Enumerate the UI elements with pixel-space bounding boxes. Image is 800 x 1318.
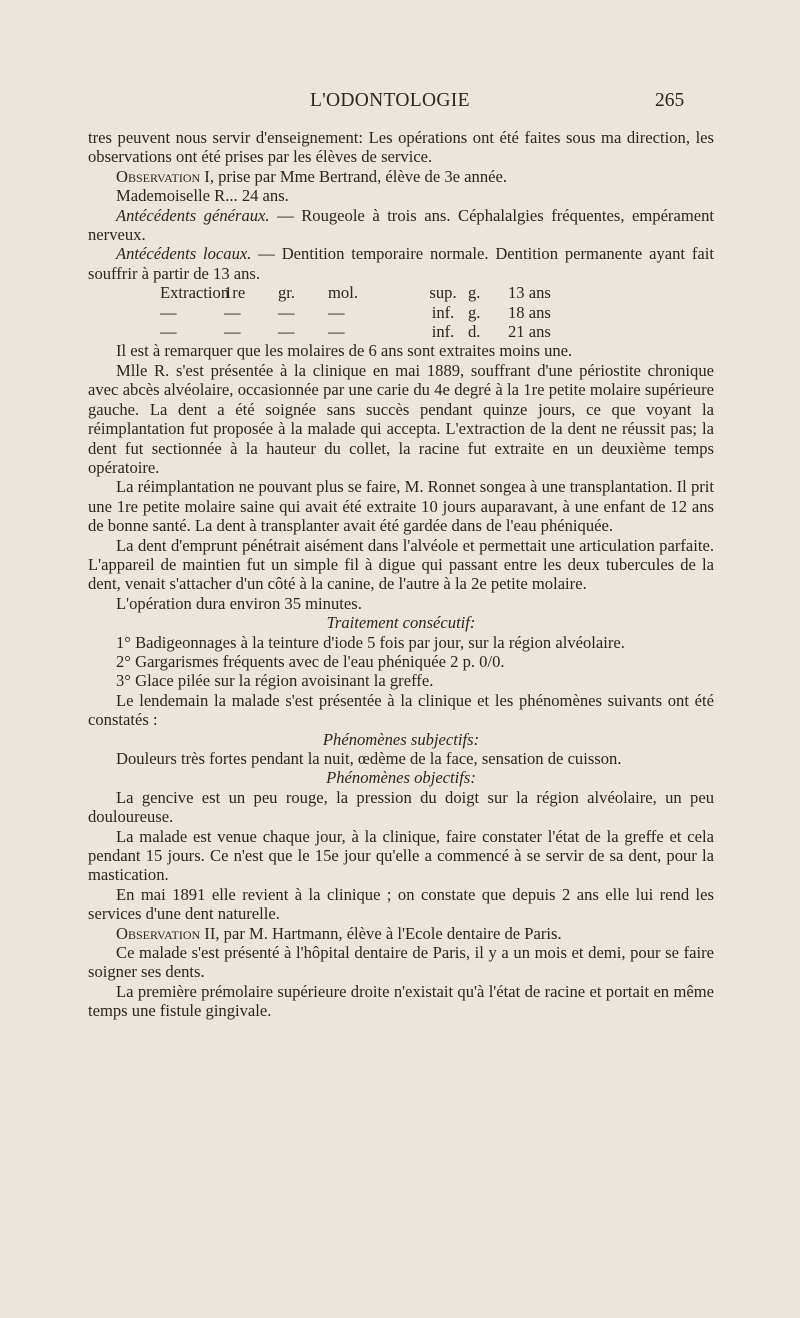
paragraph: Mlle R. s'est présentée à la clinique en mai 1889, souffrant d'une périostite chronique avec abcès alvéolaire, occasionnée par une carie du 4e degré à la 1re petite molaire supérieure gauche. La dent a été soignée sans succès pendant quinze jours, ce que voyant la réimplantation fut proposée à la malade qui accepta. L'extraction de la dent ne réussit pas; la dent fut sectionnée à la hauteur du collet, la racine fut extraite en un deuxième temps opératoire. — [88, 360, 714, 477]
ext-cell: — — [328, 302, 345, 322]
paragraph: En mai 1891 elle revient à la clinique ; on constate que depuis 2 ans elle lui rend les services d'une dent naturelle. — [88, 884, 714, 924]
paragraph: Douleurs très fortes pendant la nuit, œdème de la face, sensation de cuisson. — [116, 749, 622, 768]
paragraph: Il est à remarquer que les molaires de 6 ans sont extraites moins une. — [116, 341, 573, 361]
paragraph-text: — Dentition temporaire normale. Dentition permanente ayant fait souffrir à partir de 13 ans. — [88, 244, 714, 283]
paragraph: L'opération dura environ 35 minutes. — [116, 593, 362, 613]
subheading-objectifs: Phénomènes objectifs: — [326, 768, 476, 788]
ext-cell: — — [160, 322, 177, 342]
section-label: Antécédents généraux. — [116, 205, 270, 225]
ext-cell: gr. — [278, 283, 296, 303]
ext-cell: 21 ans — [508, 322, 551, 342]
observation-heading — [88, 924, 714, 943]
observation-label: Observation — [116, 923, 201, 943]
treatment-item: 1° Badigeonnages à la teinture d'iode 5 fois par jour, sur la région alvéolaire. — [116, 632, 625, 652]
ext-cell: — — [160, 302, 177, 322]
ext-cell: g. — [468, 302, 481, 322]
paragraph: Ce malade s'est présenté à l'hôpital dentaire de Paris, il y a un mois et demi, pour se faire soigner ses dents. — [88, 943, 714, 982]
extraction-row — [88, 303, 714, 322]
paragraph: Mademoiselle R... 24 ans. — [116, 186, 289, 206]
ext-cell: inf. — [431, 322, 455, 342]
ext-cell: d. — [468, 322, 481, 342]
subheading-traitement: Traitement consécutif: — [326, 613, 476, 633]
paragraph — [88, 206, 714, 245]
running-header — [0, 90, 800, 120]
ext-cell: 1re — [224, 283, 246, 303]
observation-text: I, prise par Mme Bertrand, élève de 3e année. — [200, 166, 508, 186]
treatment-item: 2° Gargarismes fréquents avec de l'eau phéniquée 2 p. 0/0. — [116, 651, 505, 671]
ext-cell: — — [224, 322, 241, 342]
ext-cell: inf. — [431, 302, 455, 322]
extraction-row — [88, 283, 714, 302]
ext-cell: mol. — [328, 283, 358, 303]
ext-cell: g. — [468, 283, 481, 303]
ext-cell: 13 ans — [508, 283, 551, 303]
ext-cell: — — [278, 302, 295, 322]
observation-text: II, par M. Hartmann, élève à l'Ecole dentaire de Paris. — [200, 923, 562, 943]
extraction-table — [88, 283, 714, 341]
paragraph: tres peuvent nous servir d'enseignement: Les opérations ont été faites sous ma direction, les observations ont été prises par les élèves de service. — [88, 128, 714, 167]
section-label: Antécédents locaux. — [116, 244, 252, 264]
paragraph-text: — Rougeole à trois ans. Céphalalgies fréquentes, empérament nerveux. — [88, 205, 714, 245]
treatment-item: 3° Glace pilée sur la région avoisinant la greffe. — [116, 671, 434, 691]
ext-cell: 18 ans — [508, 302, 551, 322]
paragraph: Le lendemain la malade s'est présentée à la clinique et les phénomènes suivants ont été constatés : — [88, 690, 714, 730]
paragraph: La gencive est un peu rouge, la pression du doigt sur la région alvéolaire, un peu douloureuse. — [88, 787, 714, 827]
paragraph — [88, 244, 714, 283]
extraction-row — [88, 322, 714, 341]
paragraph: La réimplantation ne pouvant plus se faire, M. Ronnet songea à une transplantation. Il prit une 1re petite molaire saine qui avait été extraite 10 jours auparavant, à une enfant de 12 ans de bonne santé. La dent à transplanter avait été gardée dans de l'eau phéniquée. — [88, 477, 714, 536]
paragraph: La première prémolaire supérieure droite n'existait qu'à l'état de racine et portait en même temps une fistule gingivale. — [88, 981, 714, 1021]
ext-cell: — — [328, 322, 345, 342]
journal-title: L'ODONTOLOGIE — [310, 90, 470, 111]
ext-cell: — — [224, 302, 241, 322]
subheading-subjectifs: Phénomènes subjectifs: — [322, 729, 480, 749]
paragraph: La malade est venue chaque jour, à la clinique, faire constater l'état de la greffe et cela pendant 15 jours. Ce n'est que le 15e jour qu'elle a commencé à se servir de sa dent, pour la mastication. — [88, 826, 714, 885]
body-text — [88, 128, 714, 1021]
ext-cell: sup. — [429, 283, 457, 303]
ext-cell: Extraction — [160, 283, 230, 303]
paragraph: La dent d'emprunt pénétrait aisément dans l'alvéole et permettait une articulation parfaite. L'appareil de maintien fut un simple fil à digue qui passant entre les deux tubercules de la dent, venait s'attacher d'un côté à la canine, de l'autre à la 2e petite molaire. — [88, 535, 714, 594]
ext-cell: — — [278, 322, 295, 342]
observation-label: Observation — [116, 166, 201, 186]
page-number: 265 — [655, 90, 685, 111]
observation-heading — [88, 167, 714, 186]
